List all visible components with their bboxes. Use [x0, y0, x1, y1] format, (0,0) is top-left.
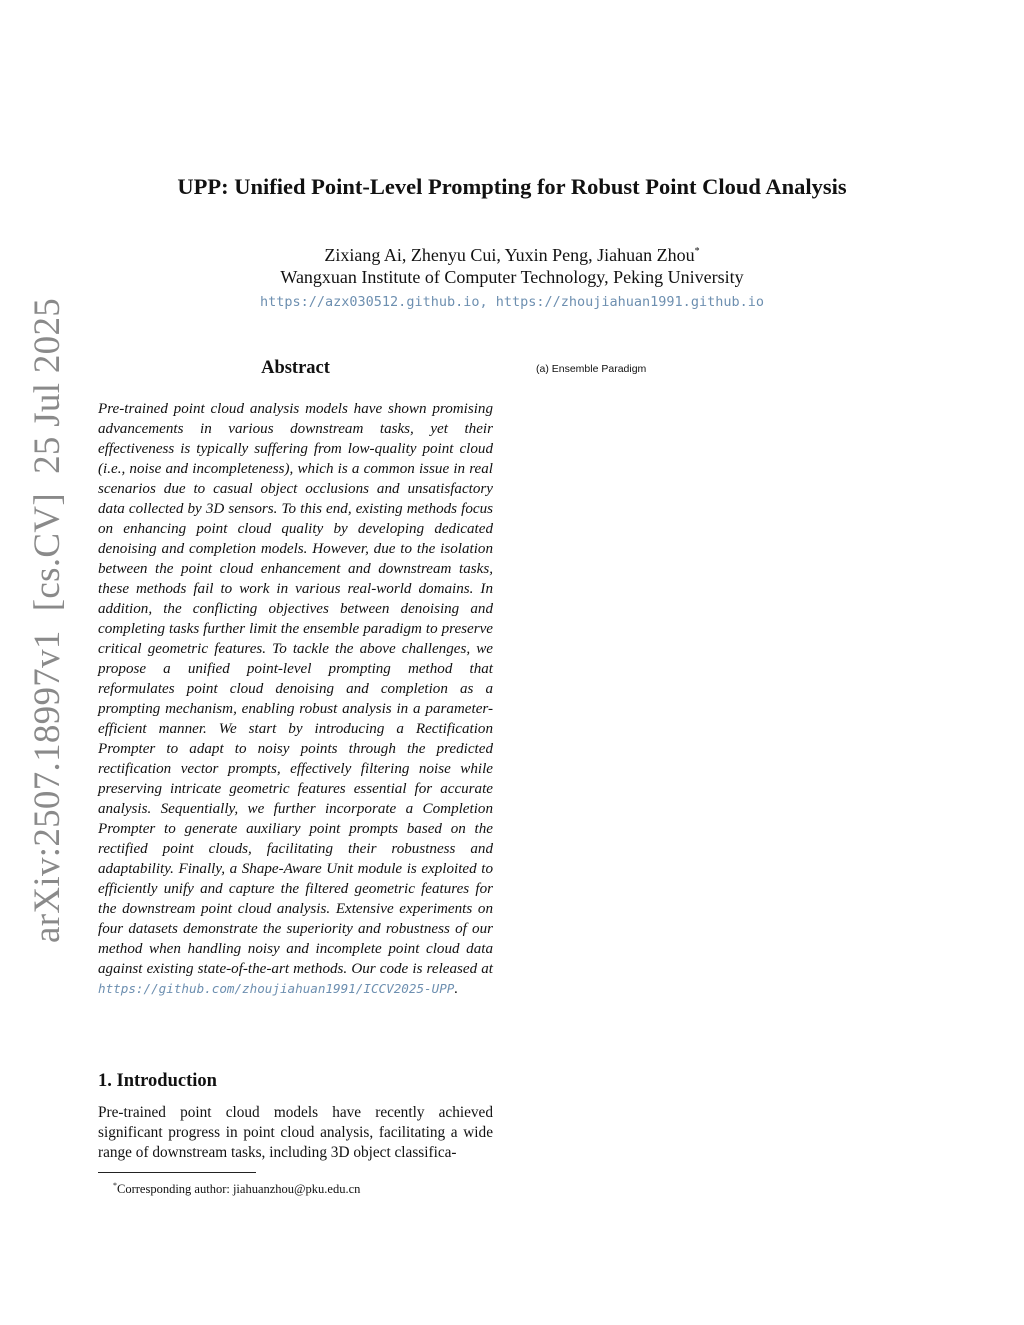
- author-list: [0, 240, 1024, 267]
- corresponding-author-mark: *: [694, 246, 700, 257]
- footnote-divider: [98, 1172, 256, 1173]
- figure-subcaption: (a) Ensemble Paradigm: [536, 363, 647, 375]
- author-homepage-links: [0, 291, 1024, 313]
- link-separator: ,: [479, 294, 488, 310]
- arxiv-identifier-stamp[interactable]: arXiv:2507.18997v1 [cs.CV] 25 Jul 2025: [27, 297, 68, 943]
- paper-title: UPP: Unified Point-Level Prompting for Robust Point Cloud Analysis: [177, 174, 847, 199]
- homepage-link-second[interactable]: https://zhoujiahuan1991.github.io: [495, 294, 764, 310]
- abstract-heading: Abstract: [261, 358, 330, 378]
- footnote-text: Corresponding author: jiahuanzhou@pku.edu.cn: [117, 1182, 361, 1197]
- homepage-link-first[interactable]: https://azx030512.github.io: [260, 294, 480, 310]
- author-affiliation: Wangxuan Institute of Computer Technology, Peking University: [280, 267, 744, 287]
- section-heading-introduction: 1. Introduction: [98, 1071, 217, 1091]
- author-names: Zixiang Ai, Zhenyu Cui, Yuxin Peng, Jiahuan Zhou: [324, 245, 695, 265]
- introduction-paragraph: Pre-trained point cloud models have recently achieved significant progress in point cloud analysis, facilitating a wide range of downstream tasks, including 3D object classifica-: [98, 1104, 493, 1161]
- abstract-paragraph: [98, 399, 493, 999]
- footnote-mark: *: [113, 1181, 117, 1190]
- code-repository-link[interactable]: https://github.com/zhoujiahuan1991/ICCV2025-UPP: [98, 981, 455, 996]
- abstract-text: Pre-trained point cloud analysis models have shown promising advancements in various downstream tasks, yet their effectiveness is typically suffering from low-quality point cloud (i.e., noise and incompleteness), which is a common issue in real scenarios due to casual object occlusions and unsatisfactory data collected by 3D sensors. To this end, existing methods focus on enhancing point cloud quality by developing dedicated denoising and completion models. However, due to the isolation between the point cloud enhancement and downstream tasks, these methods fail to work in various real-world domains. In addition, the conflicting objectives between denoising and completing tasks further limit the ensemble paradigm to preserve critical geometric features. To tackle the above challenges, we propose a unified point-level prompting method that reformulates point cloud denoising and completion as a prompting mechanism, enabling robust analysis in a parameter-efficient manner. We start by introducing a Rectification Prompter to adapt to noisy points through the predicted rectification vector prompts, effectively filtering noise while preserving intricate geometric features essential for accurate analysis. Sequentially, we further incorporate a Completion Prompter to generate auxiliary point prompts based on the rectified point clouds, facilitating their robustness and adaptability. Finally, a Shape-Aware Unit module is exploited to efficiently unify and capture the filtered geometric features for the downstream point cloud analysis. Extensive experiments on four datasets demonstrate the superiority and robustness of our method when handling noisy and incomplete point cloud data against existing state-of-the-art methods. Our code is released at: [98, 401, 493, 977]
- abstract-end-punct: .: [454, 981, 459, 997]
- footnote: [113, 1178, 360, 1197]
